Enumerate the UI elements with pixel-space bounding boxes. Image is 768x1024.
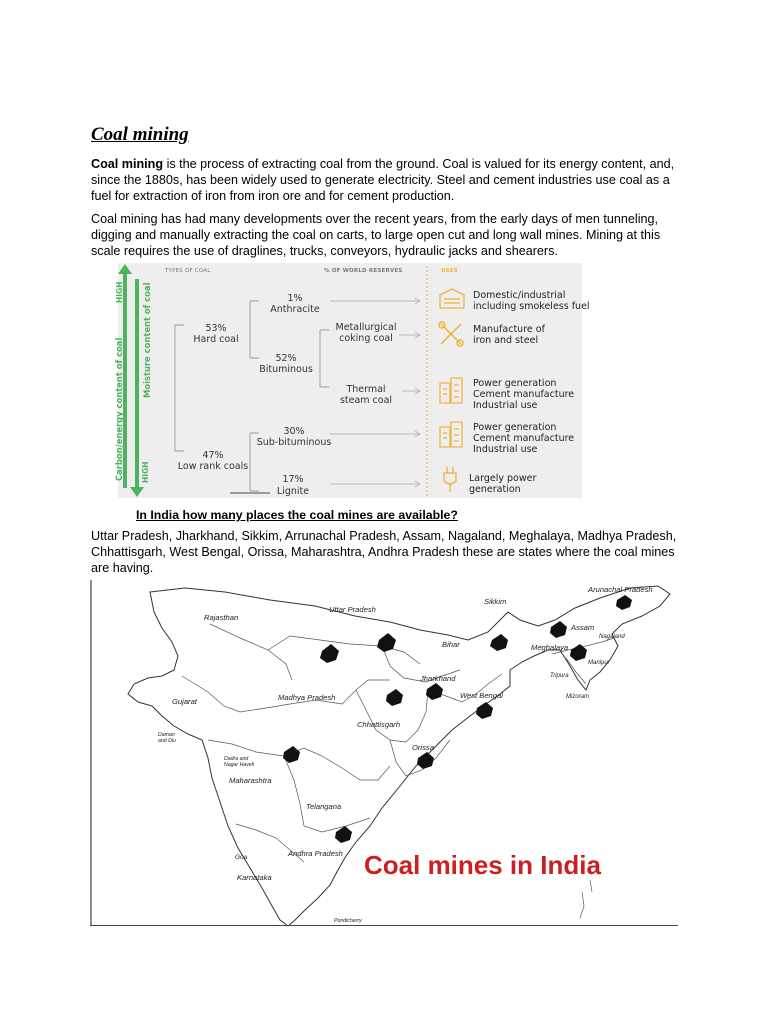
hard-coal-pct: 53% [205, 323, 227, 334]
high-top-label: HIGH [115, 281, 124, 303]
use-domestic-line2: including smokeless fuel [473, 301, 590, 312]
metallurgical-line1: Metallurgical [335, 322, 397, 333]
use-domestic-line1: Domestic/industrial [473, 290, 566, 301]
use-power1-line3: Industrial use [473, 400, 538, 411]
carbon-axis-label: Carbon/energy content of coal [114, 337, 124, 481]
use-power1-line2: Cement manufacture [473, 389, 575, 400]
label-orissa: Orissa [412, 743, 434, 752]
label-karnataka: Karnataka [237, 873, 272, 882]
intro-text: is the process of extracting coal from the ground. Coal is valued for its energy content, and, since the 1880s, has been widely used to generate electricity. Steel and cement industries use coal as a fuel for extraction of iron from iron ore and for cement production. [91, 157, 675, 204]
label-arunachal: Arunachal Pradesh [588, 585, 653, 594]
bituminous-pct: 52% [275, 353, 297, 364]
sub-bituminous-label: Sub-bituminous [256, 437, 332, 448]
developments-paragraph: Coal mining has had many developments over the recent years, from the early days of men tunneling, digging and manually extracting the coal on carts, to large open cut and long wall mines. Mining at this scale requires the use of draglines, trucks, conveyors, hydraulic jacks and shearers. [91, 212, 661, 259]
types-header: TYPES OF COAL [165, 268, 211, 274]
label-sikkim: Sikkim [484, 597, 507, 606]
label-daman-1: Daman [158, 732, 175, 738]
label-meghalaya: Meghalaya [531, 643, 569, 652]
moisture-axis-label: Moisture content of coal [142, 282, 152, 398]
label-maharashtra: Maharashtra [229, 776, 272, 785]
label-jharkhand: Jharkhand [420, 674, 456, 683]
low-rank-pct: 47% [202, 450, 224, 461]
label-gujarat: Gujarat [172, 697, 197, 706]
label-daman-2: and Diu [158, 738, 176, 744]
anthracite-pct: 1% [287, 293, 303, 304]
page-title: Coal mining [91, 124, 189, 145]
uses-header: USES [441, 268, 458, 274]
map-bottom-rule [90, 925, 678, 926]
thermal-line2: steam coal [339, 395, 393, 406]
coal-types-chart [114, 263, 590, 498]
label-dadra-1: Dadra and [224, 756, 249, 762]
sub-bituminous-pct: 30% [283, 426, 305, 437]
label-bihar: Bihar [442, 640, 460, 649]
anthracite-label: Anthracite [270, 304, 320, 315]
metallurgical-line2: coking coal [339, 333, 393, 344]
label-telangana: Telangana [306, 802, 342, 811]
hard-coal-label: Hard coal [193, 334, 239, 345]
label-uttar-pradesh: Uttar Pradesh [329, 605, 376, 614]
use-power2-line1: Power generation [473, 422, 557, 433]
use-iron-line2: iron and steel [473, 335, 539, 346]
label-assam: Assam [571, 623, 595, 632]
intro-bold-term: Coal mining [91, 157, 164, 171]
label-chhattisgarh: Chhattisgarh [357, 720, 401, 729]
bituminous-label: Bituminous [259, 364, 313, 375]
label-tripura: Tripura [550, 673, 569, 679]
low-rank-label: Low rank coals [177, 461, 249, 472]
india-coal-map [90, 580, 678, 926]
label-mizoram: Mizoram [566, 694, 590, 700]
high-bottom-label: HIGH [141, 461, 150, 483]
map-title: Coal mines in India [364, 850, 601, 880]
lignite-label: Lignite [276, 486, 310, 497]
intro-paragraph [91, 156, 679, 205]
label-goa: Goa [235, 854, 248, 861]
use-largely-line2: generation [469, 484, 521, 495]
reserves-header: % OF WORLD RESERVES [324, 268, 403, 274]
question-heading: In India how many places the coal mines are available? [136, 508, 458, 522]
use-power2-line2: Cement manufacture [473, 433, 575, 444]
label-andhra: Andhra Pradesh [288, 849, 343, 858]
label-pondicherry: Pondicherry [334, 918, 362, 924]
label-madhya-pradesh: Madhya Pradesh [278, 693, 336, 702]
states-paragraph: Uttar Pradesh, Jharkhand, Sikkim, Arrunachal Pradesh, Assam, Nagaland, Meghalaya, Madhya Pradesh, Chhattisgarh, West Bengal, Orissa, Maharashtra, Andhra Pradesh these are states where the coal mines are having. [91, 529, 677, 576]
thermal-line1: Thermal [346, 384, 386, 395]
label-west-bengal: West Bengal [460, 691, 503, 700]
label-nagaland: Nagaland [599, 634, 625, 640]
use-largely-line1: Largely power [469, 473, 537, 484]
lignite-pct: 17% [282, 474, 304, 485]
use-power1-line1: Power generation [473, 378, 557, 389]
use-iron-line1: Manufacture of [473, 324, 545, 335]
label-rajasthan: Rajasthan [204, 613, 239, 622]
use-power2-line3: Industrial use [473, 444, 538, 455]
label-manipur: Manipur [588, 660, 610, 666]
label-dadra-2: Nagar Haveli [224, 762, 254, 768]
